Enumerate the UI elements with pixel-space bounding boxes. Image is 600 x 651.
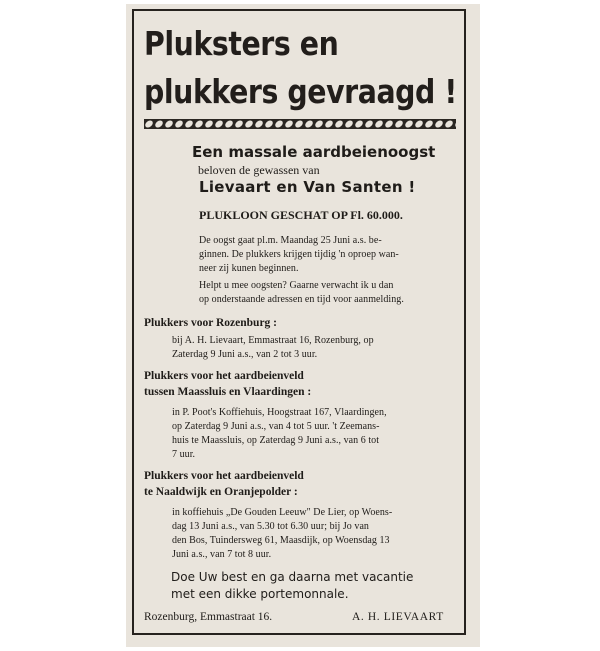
section-text: in P. Poot's Koffiehuis, Hoogstraat 167, Vlaardingen, (172, 407, 387, 418)
subtitle-harvest: Een massale aardbeienoogst (192, 143, 436, 161)
section-heading-rozenburg: Plukkers voor Rozenburg : (144, 317, 277, 329)
section-text: huis te Maassluis, op Zaterdag 9 Juni a.s., van 6 tot (172, 435, 380, 446)
section-heading-maassluis: tussen Maassluis en Vlaardingen : (144, 386, 312, 398)
footer-address: Rozenburg, Emmastraat 16. (144, 611, 273, 623)
section-heading-maassluis: Plukkers voor het aardbeienveld (144, 370, 304, 382)
intro-line: Helpt u mee oogsten? Gaarne verwacht ik u dan (199, 280, 394, 291)
rope-divider-ornament (144, 117, 456, 131)
closing-line: met een dikke portemonnale. (171, 587, 349, 601)
growers-name: Lievaart en Van Santen ! (199, 178, 416, 196)
footer-signature: A. H. LIEVAART (352, 611, 444, 623)
subtitle-promise: beloven de gewassen van (198, 163, 320, 177)
wage-estimate: PLUKLOON GESCHAT OP Fl. 60.000. (199, 208, 403, 222)
headline-line-1: Pluksters en (144, 24, 339, 63)
section-text: Zaterdag 9 Juni a.s., van 2 tot 3 uur. (172, 349, 318, 360)
headline-line-2: plukkers gevraagd ! (144, 72, 457, 111)
section-text: in koffiehuis „De Gouden Leeuw" De Lier, op Woens- (172, 507, 393, 518)
intro-line: op onderstaande adressen en tijd voor aanmelding. (199, 294, 404, 305)
section-text: Juni a.s., van 7 tot 8 uur. (172, 549, 272, 560)
intro-line: De oogst gaat pl.m. Maandag 25 Juni a.s. be- (199, 235, 382, 246)
intro-line: neer zij kunen beginnen. (199, 263, 299, 274)
section-text: op Zaterdag 9 Juni a.s., van 4 tot 5 uur. 't Zeemans- (172, 421, 380, 432)
section-heading-naaldwijk: te Naaldwijk en Oranjepolder : (144, 486, 298, 498)
section-text: den Bos, Tuindersweg 61, Maasdijk, op Woensdag 13 (172, 535, 390, 546)
section-text: dag 13 Juni a.s., van 5.30 tot 6.30 uur; bij Jo van (172, 521, 369, 532)
intro-line: ginnen. De plukkers krijgen tijdig 'n oproep wan- (199, 249, 399, 260)
section-heading-naaldwijk: Plukkers voor het aardbeienveld (144, 470, 304, 482)
section-text: 7 uur. (172, 449, 196, 460)
closing-line: Doe Uw best en ga daarna met vacantie (171, 570, 414, 584)
section-text: bij A. H. Lievaart, Emmastraat 16, Rozenburg, op (172, 335, 374, 346)
